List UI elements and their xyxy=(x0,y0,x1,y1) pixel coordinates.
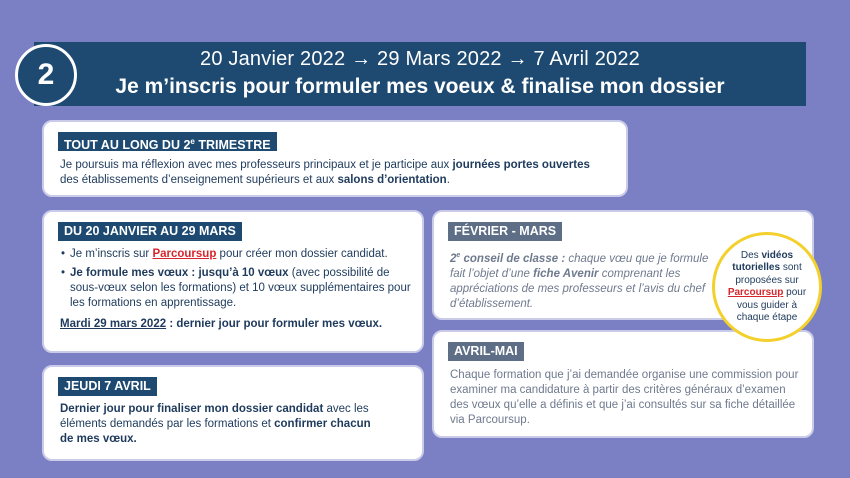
card-avril-mai xyxy=(432,330,814,438)
fevrier-mars-text: 2e conseil de classe : chaque vœu que je formule fait l’objet d’une fiche Avenir comprenant les appréciations de mes professeurs et l’avis du chef d’établissement. xyxy=(450,252,709,310)
avril-mai-text: Chaque formation que j’ai demandée organise une commission pour examiner ma candidature à partir des critères généraux d’examen des vœux qu’elle a définis et que j’ai consultés sur sa fiche détaillée via Parcoursup. xyxy=(450,369,799,426)
header-banner xyxy=(34,42,806,106)
bubble-text: Des vidéos tutorielles sont proposées sur Parcoursup pour vous guider à chaque étape xyxy=(727,249,807,323)
header-title: Je m’inscris pour formuler mes voeux & finalise mon dossier xyxy=(115,75,725,98)
step-number-badge: 2 xyxy=(15,44,77,106)
header-dates: 20 Janvier 2022 → 29 Mars 2022 → 7 Avril 2022 xyxy=(200,48,640,70)
tag-avril-mai: AVRIL-MAI xyxy=(448,342,524,361)
card-avril xyxy=(42,365,424,461)
janvier-mars-text xyxy=(60,247,412,332)
deadline-text: Mardi 29 mars 2022 : dernier jour pour formuler mes vœux. xyxy=(60,318,383,330)
tutorial-videos-bubble xyxy=(712,232,822,342)
avril-text: Dernier jour pour finaliser mon dossier candidat avec les éléments demandés par les formations et confirmer chacun de mes vœux. xyxy=(60,403,371,445)
card-janvier-mars xyxy=(42,210,424,353)
trimestre-text: Je poursuis ma réflexion avec mes professeurs principaux et je participe aux journées portes ouvertes des établissements d’enseignement supérieurs et aux salons d’orientation. xyxy=(60,159,590,186)
tag-janvier-mars: DU 20 JANVIER AU 29 MARS xyxy=(58,222,242,241)
tag-fevrier-mars: FÉVRIER - MARS xyxy=(448,222,562,241)
bullet-inscription: • Je m’inscris sur Parcoursup pour créer mon dossier candidat. xyxy=(70,247,412,262)
card-trimestre xyxy=(42,120,628,197)
tag-trimestre: TOUT AU LONG DU 2e TRIMESTRE xyxy=(58,132,277,151)
parcoursup-link[interactable]: Parcoursup xyxy=(152,248,217,260)
tag-avril: JEUDI 7 AVRIL xyxy=(58,377,157,396)
bubble-parcoursup-link[interactable]: Parcoursup xyxy=(727,287,784,298)
bullet-voeux: • Je formule mes vœux : jusqu’à 10 vœux (avec possibilité de sous-vœux selon les formations) et 10 vœux supplémentaires pour les formations en apprentissage. xyxy=(70,266,412,311)
